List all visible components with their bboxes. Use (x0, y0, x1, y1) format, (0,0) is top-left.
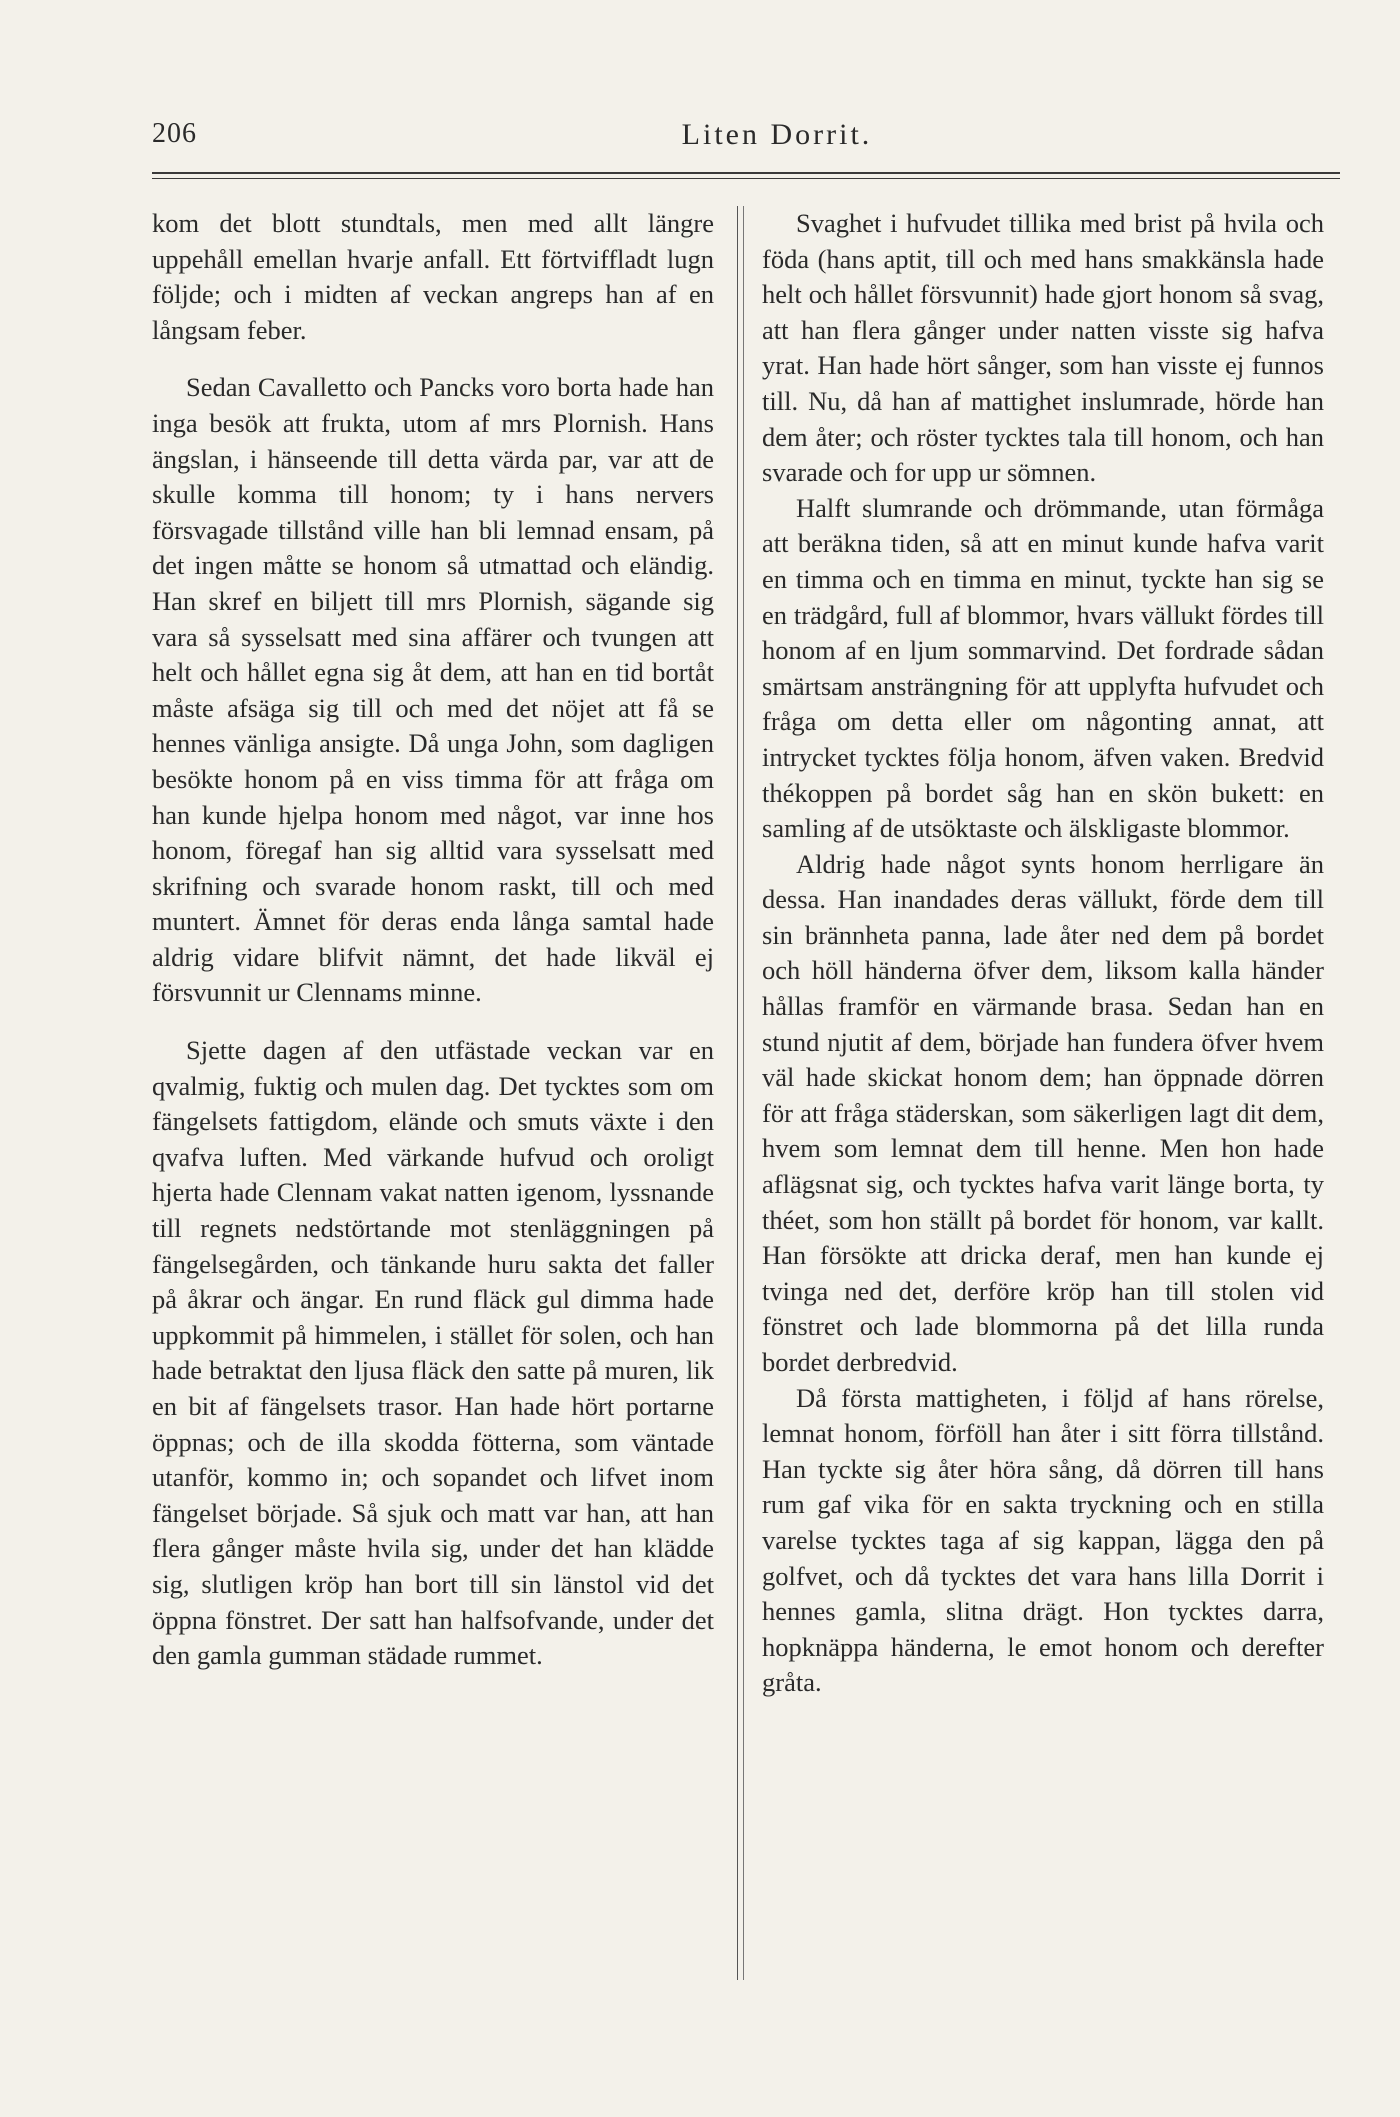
paragraph: Då första mattigheten, i följd af hans rörelse, lemnat honom, förföll han åter i sitt förra tillstånd. Han tyckte sig åter höra sång, då dörren till hans rum gaf vika för en sakta tryckning och en stilla varelse tycktes taga af sig kappan, lägga den på golfvet, och då tycktes det vara hans lilla Dorrit i hennes gamla, slitna drägt. Hon tycktes darra, hopknäppa händerna, le emot honom och derefter gråta. (762, 1382, 1324, 1698)
paragraph: Aldrig hade något synts honom herrligare än dessa. Han inandades deras vällukt, förde dem till sin brännheta panna, lade åter ned dem på bordet och höll händerna öfver dem, liksom kalla händer hållas framför en värmande brasa. Sedan han en stund njutit af dem, började han fundera öfver hvem väl hade skickat honom dem; han öppnade dörren för att fråga städerskan, som säkerligen lagt dit dem, hvem som lemnat dem till henne. Men hon hade aflägsnat sig, och tycktes hafva varit länge borta, ty théet, som hon ställt på bordet för honom, var kallt. Han försökte att dricka deraf, men han kunde ej tvinga ned det, derföre kröp han till stolen vid fönstret och lade blommorna på det lilla runda bordet derbredvid. (762, 848, 1324, 1377)
paragraph: Halft slumrande och drömmande, utan förmåga att beräkna tiden, så att en minut kunde hafva varit en timma och en timma en minut, tyckte han sig se en trädgård, full af blommor, hvars vällukt fördes till honom af en ljum sommarvind. Det fordrade sådan smärtsam ansträngning för att upplyfta hufvudet och fråga om detta eller om någonting annat, att intrycket tycktes följa honom, äfven vaken. Bredvid thékoppen på bordet såg han en skön bukett: en samling af de utsöktaste och älskligaste blommor. (762, 492, 1324, 844)
running-title: Liten Dorrit. (681, 118, 873, 151)
column-divider (737, 206, 738, 1980)
paragraph: Sedan Cavalletto och Pancks voro borta hade han inga besök att frukta, utom af mrs Plornish. Hans ängslan, i hänseende till detta värda par, var att de skulle komma till honom; ty i hans nervers försvagade tillstånd ville han bli lemnad ensam, på det ingen måtte se honom så utmattad och eländig. Han skref en biljett till mrs Plornish, sägande sig vara så sysselsatt med sina affärer och tvungen att helt och hållet egna sig åt dem, att han en tid bortåt måste afsäga sig till och med det nöjet att få se hennes vänliga ansigte. Då unga John, som dagligen besökte honom på en viss timma för att fråga om han kunde hjelpa honom med något, var inne hos honom, föregaf han sig alltid vara sysselsatt med skrifning och svarade honom raskt, till och med muntert. Ämnet för deras enda långa samtal hade aldrig vidare blifvit nämnt, det hade likväl ej försvunnit ur Clennams minne. (152, 372, 714, 1008)
paragraph: kom det blott stundtals, men med allt längre uppehåll emellan hvarje anfall. Ett förtviffladt lugn följde; och i midten af veckan angreps han af en långsam feber. (152, 208, 714, 345)
header-rule-thick (152, 172, 1340, 174)
paragraph: Svaghet i hufvudet tillika med brist på hvila och föda (hans aptit, till och med hans smakkänsla hade helt och hållet försvunnit) hade gjort honom så svag, att han flera gånger under natten visste sig hafva yrat. Han hade hört sånger, som han visste ej funnos till. Nu, då han af mattighet inslumrade, hörde han dem åter; och röster tycktes tala till honom, och han svarade och for upp ur sömnen. (762, 208, 1324, 488)
paragraph: Sjette dagen af den utfästade veckan var en qvalmig, fuktig och mulen dag. Det tycktes som om fängelsets fattigdom, elände och smuts växte i den qvafva luften. Med värkande hufvud och oroligt hjerta hade Clennam vakat natten igenom, lyssnande till regnets nedstörtande mot stenläggningen på fängelsegården, och tänkande huru sakta det faller på åkrar och ängar. En rund fläck gul dimma hade uppkommit på himmelen, i stället för solen, och han hade betraktat den ljusa fläck den satte på muren, lik en bit af fängelsets trasor. Han hade hört portarne öppnas; och de illa skodda fötterna, som väntade utanför, kommo in; och sopandet och lifvet inom fängelset började. Så sjuk och matt var han, att han flera gånger måste hvila sig, under det han klädde sig, slutligen kröp han bort till sin länstol vid det öppna fönstret. Der satt han halfsofvande, under det den gamla gumman städade rummet. (152, 1035, 714, 1671)
page-header (152, 118, 1340, 158)
header-rule-thin (152, 178, 1340, 179)
column-divider (743, 206, 744, 1980)
left-column (152, 206, 714, 1996)
right-column (762, 206, 1324, 1996)
page-number: 206 (152, 118, 197, 149)
